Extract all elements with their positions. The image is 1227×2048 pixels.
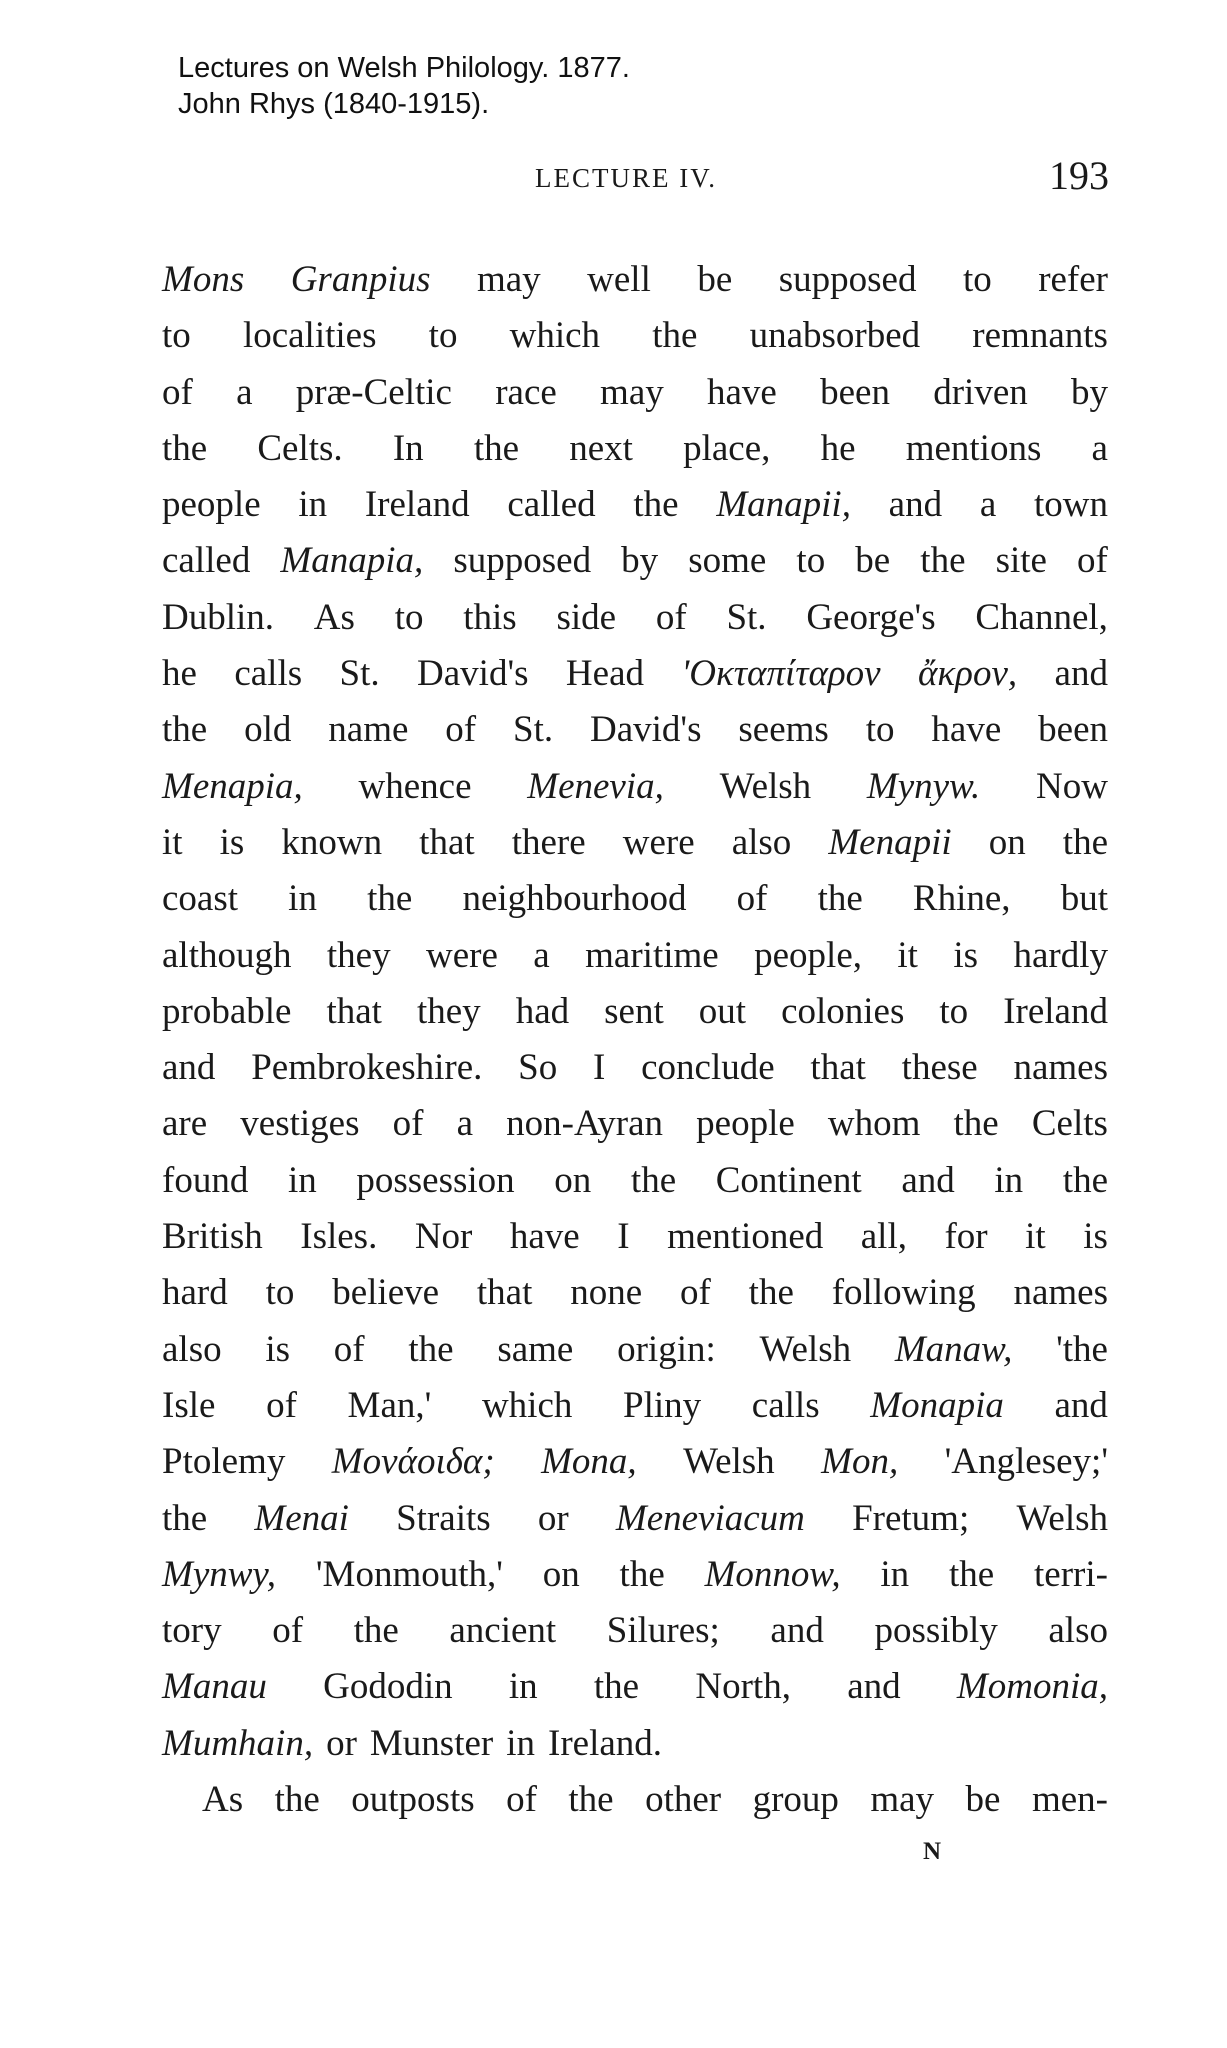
word: 'the: [1056, 1328, 1108, 1370]
word: the: [920, 540, 966, 582]
word: Munster: [369, 1722, 494, 1764]
word: As: [202, 1779, 244, 1821]
word: Welsh: [1016, 1497, 1108, 1539]
word: Celts.: [257, 427, 343, 469]
word: that: [326, 990, 382, 1032]
word: the: [1062, 821, 1108, 863]
word: next: [569, 427, 633, 469]
word: were: [622, 821, 695, 863]
word: the: [1062, 1159, 1108, 1201]
word: may: [870, 1779, 935, 1821]
word: the: [162, 1497, 208, 1539]
word: hard: [162, 1272, 228, 1314]
word: of: [736, 878, 768, 920]
word: that: [419, 821, 475, 863]
word: have: [931, 709, 1002, 751]
word: George's: [806, 596, 936, 638]
word: people: [162, 484, 261, 526]
word: unabsorbed: [749, 315, 921, 357]
word: were: [426, 934, 498, 976]
word: Mons: [162, 259, 245, 300]
word: of: [266, 1384, 297, 1426]
word: Mynwy,: [162, 1553, 277, 1595]
word: following: [831, 1272, 976, 1314]
word: remnants: [972, 315, 1108, 357]
word: Ireland: [1003, 990, 1108, 1032]
word: Gododin: [323, 1666, 453, 1708]
word: Isles.: [300, 1216, 378, 1258]
word: in: [508, 1666, 538, 1708]
word: Manapii,: [716, 484, 851, 526]
word: that: [810, 1047, 866, 1089]
word: calls: [234, 653, 303, 695]
word: seems: [738, 709, 829, 751]
signature-mark: N: [923, 1838, 943, 1865]
word: Man,': [347, 1384, 432, 1426]
word: to: [939, 990, 969, 1032]
word: and: [847, 1666, 901, 1708]
word: out: [698, 990, 747, 1032]
word: it: [1025, 1216, 1046, 1258]
word: præ-Celtic: [295, 371, 452, 413]
word: these: [901, 1047, 978, 1089]
text-line: [162, 702, 1108, 758]
word: names: [1013, 1272, 1108, 1314]
word: Manaw,: [894, 1328, 1013, 1370]
text-line: [162, 252, 1108, 308]
word: of: [680, 1272, 711, 1314]
word: have: [707, 371, 777, 413]
word: the: [593, 1666, 640, 1708]
word: well: [587, 259, 651, 300]
word: Μονάοιδα;: [331, 1441, 495, 1483]
text-line: [162, 871, 1108, 927]
word: of: [272, 1610, 304, 1652]
text-line: [162, 1547, 1108, 1603]
word: North,: [695, 1666, 791, 1708]
word: origin:: [617, 1328, 716, 1370]
text-line: [162, 590, 1108, 646]
word: he: [162, 653, 197, 695]
word: Ireland.: [548, 1722, 663, 1764]
word: race: [495, 371, 557, 413]
word: driven: [933, 371, 1028, 413]
word: or: [537, 1497, 569, 1539]
word: David's: [590, 709, 702, 751]
word: coast: [162, 878, 239, 920]
word: Welsh: [719, 765, 812, 807]
word: Mynyw.: [866, 765, 981, 807]
word: in: [287, 1159, 317, 1201]
word: outposts: [351, 1779, 475, 1821]
word: Welsh: [759, 1328, 852, 1370]
word: In: [392, 427, 424, 469]
word: to: [796, 540, 826, 582]
word: group: [752, 1779, 839, 1821]
word: 'Monmouth,': [315, 1553, 503, 1595]
word: a: [456, 1103, 474, 1145]
word: Mon,: [821, 1441, 899, 1483]
word: on: [988, 821, 1026, 863]
word: be: [965, 1779, 1001, 1821]
word: Manapia,: [280, 540, 424, 582]
word: St.: [513, 709, 554, 751]
text-line: [162, 1603, 1108, 1659]
word: on: [542, 1553, 580, 1595]
word: had: [515, 990, 570, 1032]
word: called: [507, 484, 596, 526]
text-line: [162, 646, 1108, 702]
word: of: [506, 1779, 537, 1821]
text-line: [162, 1096, 1108, 1152]
word: Monnow,: [704, 1553, 841, 1595]
text-line: [162, 1434, 1108, 1490]
word: people: [696, 1103, 795, 1145]
word: or: [326, 1722, 357, 1764]
word: the: [748, 1272, 794, 1314]
word: for: [944, 1216, 988, 1258]
text-line: [162, 365, 1108, 421]
word: but: [1060, 878, 1108, 920]
word: the: [630, 1159, 677, 1201]
word: is: [1083, 1216, 1108, 1258]
text-line: [162, 815, 1108, 871]
word: name: [328, 709, 409, 751]
word: to: [265, 1272, 295, 1314]
citation-author: John Rhys (1840-1915).: [178, 88, 490, 120]
word: the: [568, 1779, 614, 1821]
word: on: [554, 1159, 592, 1201]
word: found: [162, 1159, 249, 1201]
word: is: [265, 1328, 291, 1370]
word: it: [162, 821, 183, 863]
word: of: [445, 709, 477, 751]
word: old: [244, 709, 292, 751]
word: supposed: [778, 259, 917, 300]
word: in: [298, 484, 328, 526]
word: site: [995, 540, 1047, 582]
word: the: [162, 427, 208, 469]
word: tory: [162, 1610, 222, 1652]
word: same: [497, 1328, 574, 1370]
word: and: [1054, 653, 1108, 695]
word: Welsh: [683, 1441, 775, 1483]
text-line: [162, 1378, 1108, 1434]
word: terri-: [1034, 1553, 1108, 1595]
word: British: [162, 1216, 263, 1258]
word: neighbourhood: [462, 878, 687, 920]
word: and: [901, 1159, 955, 1201]
text-line: [162, 1209, 1108, 1265]
word: Mona,: [541, 1441, 637, 1483]
word: may: [600, 371, 664, 413]
word: and: [770, 1610, 824, 1652]
word: there: [511, 821, 586, 863]
word: the: [162, 709, 208, 751]
word: a: [533, 934, 550, 976]
word: I: [593, 1047, 606, 1089]
word: have: [509, 1216, 580, 1258]
word: town: [1033, 484, 1108, 526]
word: of: [333, 1328, 365, 1370]
word: to: [394, 596, 424, 638]
word: to: [865, 709, 895, 751]
word: which: [481, 1384, 573, 1426]
word: they: [326, 934, 391, 976]
word: Pliny: [623, 1384, 702, 1426]
word: ancient: [449, 1610, 557, 1652]
word: to: [162, 315, 191, 357]
word: I: [617, 1216, 630, 1258]
word: Head: [565, 653, 644, 695]
word: a: [236, 371, 253, 413]
word: whom: [827, 1103, 921, 1145]
text-line: [162, 1322, 1108, 1378]
word: whence: [358, 765, 472, 807]
word: calls: [751, 1384, 820, 1426]
word: Straits: [396, 1497, 491, 1539]
word: it: [897, 934, 918, 976]
word: the: [817, 878, 863, 920]
word: that: [476, 1272, 533, 1314]
word: be: [697, 259, 733, 300]
word: in: [994, 1159, 1024, 1201]
word: Menapii: [828, 821, 952, 863]
word: vestiges: [240, 1103, 360, 1145]
text-line: [162, 1040, 1108, 1096]
word: Manau: [162, 1666, 267, 1708]
word: Dublin.: [162, 596, 275, 638]
word: Channel,: [975, 596, 1108, 638]
word: supposed: [453, 540, 592, 582]
word: which: [509, 315, 601, 357]
word: also: [162, 1328, 222, 1370]
text-line: [162, 1491, 1108, 1547]
text-line: [162, 477, 1108, 533]
word: some: [688, 540, 767, 582]
word: probable: [162, 990, 292, 1032]
word: David's: [417, 653, 529, 695]
word: hardly: [1013, 934, 1108, 976]
word: of: [392, 1103, 424, 1145]
word: ἄκρον,: [918, 653, 1018, 695]
word: Granpius: [290, 259, 431, 300]
word: Fretum;: [852, 1497, 970, 1539]
page-number: 193: [1049, 153, 1109, 198]
word: St.: [339, 653, 380, 695]
word: in: [880, 1553, 910, 1595]
text-line: [162, 1772, 1108, 1828]
word: the: [408, 1328, 454, 1370]
word: Monapia: [870, 1384, 1004, 1426]
word: and: [1054, 1384, 1108, 1426]
word: a: [979, 484, 997, 526]
citation-block: [178, 50, 630, 122]
word: sent: [604, 990, 664, 1032]
word: called: [162, 540, 251, 582]
word: to: [428, 315, 458, 357]
word: he: [820, 427, 856, 469]
word: possibly: [874, 1610, 998, 1652]
word: other: [645, 1779, 722, 1821]
word: the: [953, 1103, 999, 1145]
word: the: [353, 1610, 399, 1652]
word: of: [655, 596, 687, 638]
word: all,: [860, 1216, 907, 1258]
word: Continent: [715, 1159, 862, 1201]
word: Isle: [162, 1384, 216, 1426]
word: So: [518, 1047, 558, 1089]
word: people,: [754, 934, 862, 976]
text-line: [162, 759, 1108, 815]
text-line: [162, 1716, 1108, 1772]
word: by: [1071, 371, 1108, 413]
word: known: [281, 821, 383, 863]
text-line: [162, 308, 1108, 364]
word: believe: [332, 1272, 440, 1314]
word: refer: [1038, 259, 1108, 300]
word: of: [162, 371, 193, 413]
word: Menevia,: [527, 765, 664, 807]
word: Nor: [414, 1216, 473, 1258]
word: and: [888, 484, 943, 526]
word: of: [1077, 540, 1108, 582]
word: Now: [1036, 765, 1108, 807]
word: in: [288, 878, 317, 920]
word: mentioned: [667, 1216, 824, 1258]
word: Rhine,: [912, 878, 1011, 920]
word: Momonia,: [956, 1666, 1108, 1708]
word: Ireland: [364, 484, 470, 526]
word: names: [1013, 1047, 1108, 1089]
word: mentions: [905, 427, 1042, 469]
text-line: [162, 1153, 1108, 1209]
word: been: [1038, 709, 1108, 751]
word: is: [219, 821, 245, 863]
word: they: [416, 990, 481, 1032]
word: the: [367, 878, 413, 920]
word: Silures;: [606, 1610, 720, 1652]
text-line: [162, 1265, 1108, 1321]
word: men-: [1031, 1779, 1108, 1821]
word: also: [731, 821, 792, 863]
word: may: [476, 259, 541, 300]
text-line: [162, 928, 1108, 984]
word: possession: [356, 1159, 515, 1201]
word: localities: [242, 315, 377, 357]
word: Meneviacum: [615, 1497, 805, 1539]
word: are: [162, 1103, 208, 1145]
word: 'Anglesey;': [944, 1441, 1108, 1483]
word: the: [633, 484, 679, 526]
word: the: [652, 315, 698, 357]
word: by: [621, 540, 659, 582]
running-head: LECTURE IV.: [535, 163, 717, 193]
word: also: [1048, 1610, 1108, 1652]
text-line: [162, 1659, 1108, 1715]
word: As: [313, 596, 355, 638]
word: maritime: [585, 934, 719, 976]
text-line: [162, 533, 1108, 589]
word: Pembrokeshire.: [251, 1047, 483, 1089]
word: Menai: [254, 1497, 349, 1539]
word: Menapia,: [162, 765, 303, 807]
word: Mumhain,: [162, 1722, 314, 1764]
word: St.: [726, 596, 767, 638]
citation-title: Lectures on Welsh Philology. 1877.: [178, 52, 630, 84]
word: Celts: [1031, 1103, 1108, 1145]
word: place,: [683, 427, 771, 469]
word: this: [463, 596, 517, 638]
word: to: [962, 259, 992, 300]
word: although: [162, 934, 292, 976]
word: the: [619, 1553, 665, 1595]
word: been: [820, 371, 890, 413]
word: non-Ayran: [506, 1103, 664, 1145]
word: none: [570, 1272, 643, 1314]
body-text: [162, 252, 1108, 1828]
word: side: [556, 596, 617, 638]
word: is: [953, 934, 979, 976]
text-line: [162, 984, 1108, 1040]
word: colonies: [781, 990, 905, 1032]
word: be: [855, 540, 891, 582]
word: conclude: [641, 1047, 775, 1089]
word: the: [274, 1779, 320, 1821]
word: and: [162, 1047, 216, 1089]
word: the: [473, 427, 520, 469]
word: a: [1091, 427, 1108, 469]
word: in: [506, 1722, 536, 1764]
word: Ptolemy: [162, 1441, 286, 1483]
text-line: [162, 421, 1108, 477]
word: 'Οκταπίταρον: [681, 653, 881, 695]
word: the: [948, 1553, 995, 1595]
